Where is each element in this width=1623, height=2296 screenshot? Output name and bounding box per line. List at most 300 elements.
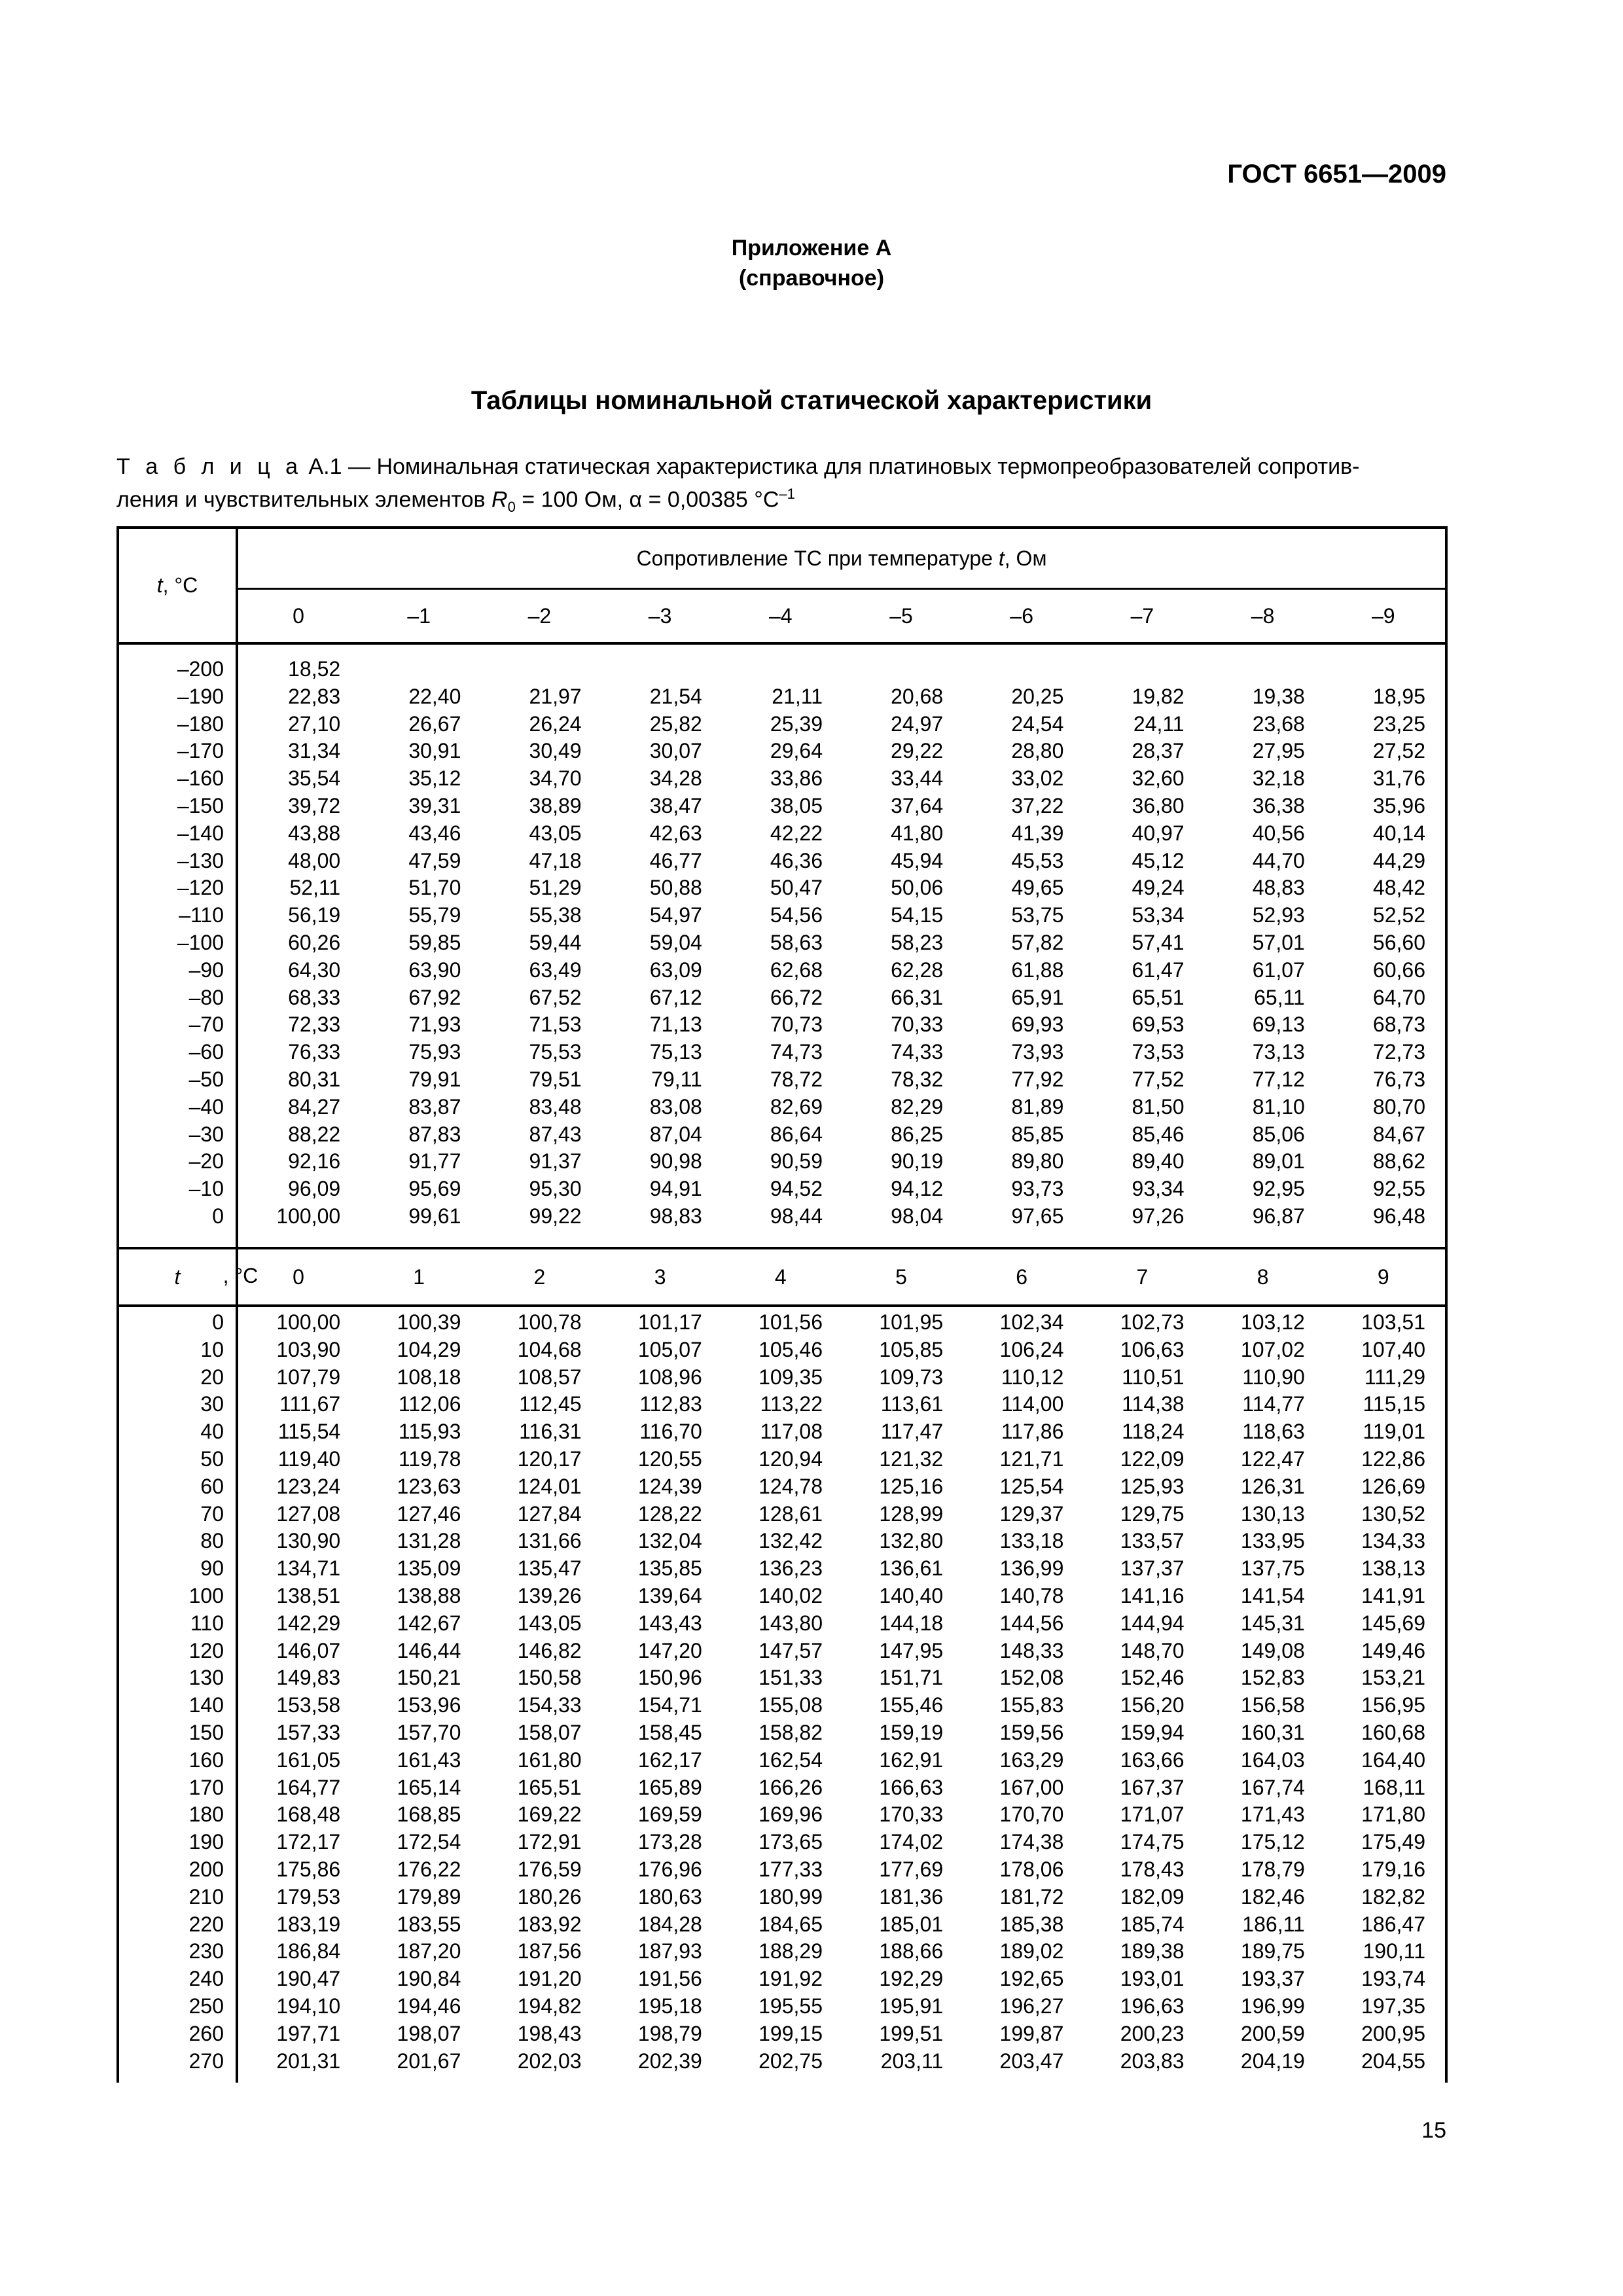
- appendix-note: (справочное): [738, 266, 885, 291]
- temperature-cell: 270: [188, 2049, 224, 2073]
- resistance-cell: 153,21: [1361, 1666, 1425, 1690]
- resistance-cell: 103,12: [1240, 1310, 1305, 1334]
- resistance-cell: 136,99: [999, 1556, 1064, 1581]
- resistance-cell: 115,93: [398, 1420, 461, 1444]
- resistance-cell: 24,11: [1133, 711, 1185, 736]
- resistance-cell: 94,91: [649, 1177, 702, 1201]
- resistance-cell: 28,80: [1011, 739, 1064, 763]
- resistance-cell: 116,31: [519, 1420, 582, 1444]
- resistance-cell: 152,46: [1120, 1666, 1185, 1690]
- resistance-cell: 166,26: [758, 1775, 823, 1799]
- resistance-cell: 148,33: [999, 1638, 1064, 1662]
- resistance-cell: 85,06: [1252, 1122, 1305, 1146]
- document-code: ГОСТ 6651—2009: [1227, 160, 1446, 188]
- resistance-cell: 131,28: [397, 1529, 461, 1553]
- resistance-cell: 175,86: [276, 1857, 341, 1881]
- resistance-cell: 100,00: [276, 1204, 341, 1228]
- resistance-cell: 178,43: [1120, 1857, 1185, 1881]
- temperature-cell: –200: [177, 657, 224, 681]
- resistance-cell: 49,24: [1132, 876, 1185, 900]
- resistance-cell: 23,68: [1252, 711, 1305, 736]
- resistance-cell: 124,01: [517, 1474, 582, 1498]
- resistance-cell: 119,78: [398, 1447, 461, 1471]
- resistance-cell: 92,95: [1252, 1177, 1305, 1201]
- alpha-value: = 0,00385 °С: [642, 487, 779, 512]
- resistance-cell: 194,82: [517, 1994, 582, 2018]
- resistance-cell: 103,51: [1361, 1310, 1425, 1334]
- resistance-cell: 103,90: [276, 1337, 341, 1361]
- table-row: [119, 764, 1445, 792]
- resistance-cell: 62,68: [770, 958, 823, 982]
- resistance-cell: 197,35: [1361, 1994, 1425, 2018]
- resistance-cell: 109,35: [758, 1365, 823, 1389]
- table-row: [119, 737, 1445, 764]
- temperature-cell: 150: [188, 1721, 224, 1744]
- resistance-cell: 132,04: [637, 1529, 702, 1553]
- resistance-cell: 96,09: [288, 1177, 341, 1201]
- resistance-cell: 106,63: [1120, 1337, 1185, 1361]
- resistance-cell: 27,52: [1372, 739, 1425, 763]
- resistance-cell: 192,29: [879, 1967, 944, 1991]
- resistance-cell: 113,61: [880, 1392, 944, 1416]
- resistance-cell: 66,31: [891, 985, 944, 1009]
- resistance-cell: 171,07: [1120, 1803, 1185, 1827]
- resistance-cell: 141,91: [1361, 1584, 1425, 1607]
- resistance-cell: 169,22: [517, 1803, 582, 1827]
- resistance-cell: 164,40: [1361, 1748, 1425, 1772]
- temperature-cell: 250: [188, 1994, 224, 2018]
- resistance-cell: 117,08: [760, 1420, 823, 1444]
- resistance-cell: 165,51: [517, 1775, 582, 1799]
- resistance-cell: 52,52: [1372, 903, 1425, 927]
- table-row: [119, 1965, 1445, 1992]
- table-row: [119, 792, 1445, 819]
- resistance-cell: 146,82: [517, 1638, 582, 1662]
- resistance-cell: 186,47: [1361, 1912, 1425, 1936]
- resistance-cell: 185,01: [879, 1912, 944, 1936]
- resistance-cell: 118,63: [1242, 1420, 1305, 1444]
- resistance-cell: 42,63: [649, 821, 702, 845]
- resistance-cell: 107,40: [1361, 1337, 1425, 1361]
- resistance-cell: 89,80: [1011, 1149, 1064, 1174]
- resistance-cell: 71,93: [408, 1013, 461, 1037]
- resistance-cell: 41,80: [891, 821, 944, 845]
- resistance-cell: 81,50: [1132, 1094, 1185, 1119]
- resistance-cell: 39,72: [288, 794, 341, 817]
- resistance-cell: 174,38: [999, 1830, 1064, 1854]
- resistance-cell: 194,10: [276, 1994, 341, 2018]
- alpha-symbol: α: [629, 487, 643, 512]
- resistance-cell: 184,28: [637, 1912, 702, 1936]
- resistance-cell: 101,95: [879, 1310, 944, 1334]
- resistance-cell: 183,55: [397, 1912, 461, 1936]
- resistance-cell: 22,40: [408, 684, 461, 708]
- resistance-cell: 200,59: [1240, 2021, 1305, 2045]
- resistance-cell: 104,68: [517, 1337, 582, 1361]
- resistance-cell: 104,29: [397, 1337, 461, 1361]
- resistance-cell: 145,69: [1361, 1611, 1425, 1635]
- table-row: [119, 1582, 1445, 1609]
- negative-column-headers: [238, 590, 1445, 642]
- temperature-cell: –20: [188, 1149, 224, 1174]
- resistance-cell: 61,07: [1252, 958, 1305, 982]
- resistance-cell: 142,29: [276, 1611, 341, 1635]
- resistance-cell: 199,15: [758, 2021, 823, 2045]
- resistance-cell: 30,49: [529, 739, 582, 763]
- resistance-cell: 122,47: [1240, 1447, 1305, 1471]
- neg-column-header-0: 0: [293, 604, 304, 628]
- resistance-cell: 86,64: [770, 1122, 823, 1146]
- resistance-cell: 25,82: [649, 711, 702, 736]
- pos-column-header-7: 7: [1136, 1265, 1149, 1289]
- temperature-cell: 50: [200, 1447, 224, 1471]
- resistance-cell: 107,02: [1240, 1337, 1305, 1361]
- group-header-text: Сопротивление ТС при температуре: [636, 546, 993, 570]
- resistance-cell: 50,06: [891, 876, 944, 900]
- resistance-cell: 124,39: [637, 1474, 702, 1498]
- resistance-cell: 52,11: [289, 876, 341, 900]
- pos-column-header-8: 8: [1257, 1265, 1269, 1289]
- temperature-cell: –130: [177, 848, 224, 872]
- resistance-cell: 48,83: [1252, 876, 1305, 900]
- resistance-cell: 171,43: [1240, 1803, 1305, 1827]
- caption-number: А.1: [308, 454, 342, 479]
- resistance-cell: 113,22: [760, 1392, 823, 1416]
- resistance-cell: 58,23: [891, 931, 944, 954]
- pos-column-header-3: 3: [654, 1265, 666, 1289]
- resistance-cell: 143,43: [637, 1611, 702, 1635]
- r0-value: = 100 Ом,: [515, 487, 630, 512]
- resistance-cell: 84,67: [1372, 1122, 1425, 1146]
- resistance-cell: 192,65: [999, 1967, 1064, 1991]
- resistance-cell: 37,64: [891, 794, 944, 817]
- resistance-cell: 157,33: [276, 1721, 341, 1744]
- resistance-cell: 62,28: [891, 958, 944, 982]
- resistance-cell: 149,83: [276, 1666, 341, 1690]
- resistance-cell: 189,38: [1120, 1939, 1185, 1964]
- resistance-cell: 79,91: [408, 1067, 461, 1091]
- resistance-cell: 36,80: [1132, 794, 1185, 817]
- resistance-cell: 121,71: [999, 1447, 1064, 1471]
- table-body-negative: [116, 645, 1448, 1247]
- resistance-cell: 150,58: [517, 1666, 582, 1690]
- appendix-title: Приложение А: [731, 236, 892, 260]
- resistance-cell: 190,11: [1363, 1939, 1425, 1964]
- resistance-cell: 110,12: [1001, 1365, 1064, 1389]
- resistance-cell: 108,18: [397, 1365, 461, 1389]
- resistance-cell: 133,95: [1240, 1529, 1305, 1553]
- resistance-cell: 141,16: [1120, 1584, 1185, 1607]
- resistance-cell: 154,71: [637, 1693, 702, 1717]
- resistance-cell: 93,73: [1011, 1177, 1064, 1201]
- resistance-cell: 74,73: [770, 1040, 823, 1064]
- resistance-cell: 203,83: [1120, 2049, 1185, 2073]
- resistance-cell: 122,86: [1361, 1447, 1425, 1471]
- temperature-cell: –170: [177, 739, 224, 763]
- resistance-cell: 89,40: [1132, 1149, 1185, 1174]
- resistance-cell: 160,31: [1240, 1721, 1305, 1744]
- neg-column-header-6: –6: [1010, 604, 1033, 628]
- resistance-cell: 79,11: [651, 1067, 702, 1091]
- resistance-cell: 46,36: [770, 848, 823, 872]
- resistance-cell: 137,37: [1120, 1556, 1185, 1581]
- resistance-cell: 176,22: [397, 1857, 461, 1881]
- table-row: [119, 1011, 1445, 1038]
- resistance-cell: 189,75: [1240, 1939, 1305, 1964]
- resistance-cell: 126,69: [1361, 1474, 1425, 1498]
- resistance-cell: 27,10: [288, 711, 341, 736]
- table-row: [119, 929, 1445, 956]
- resistance-cell: 144,18: [879, 1611, 944, 1635]
- resistance-cell: 58,63: [770, 931, 823, 954]
- r0-symbol: R: [491, 487, 508, 512]
- resistance-cell: 155,08: [758, 1693, 823, 1717]
- caption-text-line2: ления и чувствительных элементов: [116, 487, 492, 512]
- resistance-cell: 65,11: [1254, 985, 1305, 1009]
- resistance-cell: 156,20: [1120, 1693, 1185, 1717]
- resistance-cell: 100,39: [397, 1310, 461, 1334]
- resistance-cell: 130,52: [1361, 1501, 1425, 1526]
- temperature-cell: 120: [188, 1638, 224, 1662]
- resistance-cell: 179,89: [397, 1884, 461, 1909]
- temperature-cell: 100: [188, 1584, 224, 1607]
- temperature-cell: –180: [177, 711, 224, 736]
- resistance-cell: 109,73: [879, 1365, 944, 1389]
- resistance-cell: 93,34: [1132, 1177, 1185, 1201]
- resistance-cell: 123,63: [397, 1474, 461, 1498]
- temperature-cell: 190: [188, 1830, 224, 1854]
- resistance-cell: 179,53: [276, 1884, 341, 1909]
- table-row: [119, 1937, 1445, 1965]
- resistance-cell: 29,22: [891, 739, 944, 763]
- resistance-cell: 69,53: [1132, 1013, 1185, 1037]
- resistance-cell: 154,33: [517, 1693, 582, 1717]
- neg-column-header-8: –8: [1251, 604, 1275, 628]
- pos-column-header-6: 6: [1016, 1265, 1028, 1289]
- resistance-cell: 84,27: [288, 1094, 341, 1119]
- resistance-cell: 107,79: [276, 1365, 341, 1389]
- resistance-cell: 70,33: [891, 1013, 944, 1037]
- table-row: [119, 819, 1445, 847]
- resistance-cell: 69,93: [1011, 1013, 1064, 1037]
- resistance-cell: 72,73: [1372, 1040, 1425, 1064]
- resistance-cell: 59,04: [649, 931, 702, 954]
- resistance-cell: 150,21: [397, 1666, 461, 1690]
- resistance-cell: 105,85: [879, 1337, 944, 1361]
- resistance-cell: 87,83: [408, 1122, 461, 1146]
- resistance-cell: 195,55: [758, 1994, 823, 2018]
- resistance-cell: 178,06: [999, 1857, 1064, 1881]
- temperature-cell: –100: [177, 931, 224, 954]
- resistance-cell: 153,58: [276, 1693, 341, 1717]
- resistance-cell: 39,31: [408, 794, 461, 817]
- resistance-cell: 57,01: [1252, 931, 1305, 954]
- resistance-cell: 147,20: [637, 1638, 702, 1662]
- resistance-cell: 135,85: [637, 1556, 702, 1581]
- resistance-cell: 43,05: [529, 821, 582, 845]
- resistance-cell: 46,77: [649, 848, 702, 872]
- resistance-cell: 110,90: [1242, 1365, 1305, 1389]
- temperature-cell: 140: [188, 1693, 224, 1717]
- resistance-cell: 81,10: [1252, 1094, 1305, 1119]
- resistance-cell: 170,33: [879, 1803, 944, 1827]
- resistance-cell: 144,94: [1120, 1611, 1185, 1635]
- resistance-cell: 67,12: [649, 985, 702, 1009]
- resistance-cell: 35,54: [288, 766, 341, 791]
- positive-column-headers: [238, 1251, 1445, 1303]
- resistance-cell: 112,45: [519, 1392, 582, 1416]
- resistance-cell: 98,04: [891, 1204, 944, 1228]
- resistance-cell: 161,05: [276, 1748, 341, 1772]
- resistance-cell: 30,91: [408, 739, 461, 763]
- resistance-cell: 20,68: [891, 684, 944, 708]
- resistance-cell: 129,37: [999, 1501, 1064, 1526]
- resistance-cell: 86,25: [891, 1122, 944, 1146]
- table-row: [119, 1527, 1445, 1554]
- resistance-cell: 30,07: [649, 739, 702, 763]
- resistance-cell: 202,39: [637, 2049, 702, 2073]
- resistance-cell: 94,52: [770, 1177, 823, 1201]
- resistance-cell: 73,93: [1011, 1040, 1064, 1064]
- page-number: 15: [1421, 2118, 1446, 2143]
- resistance-cell: 96,87: [1252, 1204, 1305, 1228]
- resistance-cell: 122,09: [1120, 1447, 1185, 1471]
- positive-column-header-row: [116, 1247, 1448, 1307]
- resistance-group-header: [238, 529, 1445, 588]
- resistance-cell: 138,88: [397, 1584, 461, 1607]
- resistance-cell: 69,13: [1252, 1013, 1305, 1037]
- resistance-cell: 92,16: [288, 1149, 341, 1174]
- table-row: [119, 1363, 1445, 1391]
- resistance-cell: 41,39: [1011, 821, 1064, 845]
- resistance-cell: 108,57: [517, 1365, 582, 1389]
- resistance-cell: 105,46: [758, 1337, 823, 1361]
- resistance-cell: 75,93: [408, 1040, 461, 1064]
- resistance-cell: 127,84: [517, 1501, 582, 1526]
- resistance-cell: 92,55: [1372, 1177, 1425, 1201]
- table-row: [119, 1038, 1445, 1066]
- resistance-cell: 48,00: [288, 848, 341, 872]
- resistance-cell: 67,92: [408, 985, 461, 1009]
- resistance-cell: 51,29: [529, 876, 582, 900]
- resistance-cell: 65,51: [1132, 985, 1185, 1009]
- table-row: [119, 683, 1445, 710]
- resistance-cell: 63,90: [408, 958, 461, 982]
- resistance-cell: 184,65: [758, 1912, 823, 1936]
- neg-column-header-2: –2: [527, 604, 552, 628]
- table-row: [119, 1992, 1445, 2020]
- resistance-cell: 119,40: [277, 1447, 341, 1471]
- resistance-cell: 23,25: [1372, 711, 1425, 736]
- table-row: [119, 1910, 1445, 1938]
- resistance-cell: 201,31: [276, 2049, 341, 2073]
- temperature-cell: –30: [188, 1122, 224, 1146]
- table-row: [119, 1856, 1445, 1883]
- table-row: [119, 1445, 1445, 1473]
- resistance-cell: 147,95: [879, 1638, 944, 1662]
- temperature-column-header: [119, 529, 236, 642]
- temperature-cell: –110: [179, 903, 224, 927]
- resistance-cell: 202,03: [517, 2049, 582, 2073]
- temperature-cell: 60: [200, 1474, 224, 1498]
- resistance-cell: 202,75: [758, 2049, 823, 2073]
- resistance-cell: 91,37: [529, 1149, 582, 1174]
- resistance-cell: 50,47: [770, 876, 823, 900]
- temperature-cell: –80: [188, 985, 224, 1009]
- resistance-cell: 31,34: [288, 739, 341, 763]
- resistance-cell: 63,09: [649, 958, 702, 982]
- resistance-cell: 133,57: [1120, 1529, 1185, 1553]
- table-header: [116, 526, 1448, 645]
- table-row: [119, 847, 1445, 874]
- resistance-cell: 59,44: [529, 931, 582, 954]
- resistance-cell: 141,54: [1240, 1584, 1305, 1607]
- resistance-cell: 21,54: [649, 684, 702, 708]
- resistance-cell: 196,27: [999, 1994, 1064, 2018]
- resistance-cell: 158,82: [758, 1721, 823, 1744]
- neg-column-header-4: –4: [769, 604, 793, 628]
- resistance-cell: 87,04: [649, 1122, 702, 1146]
- resistance-cell: 50,88: [649, 876, 702, 900]
- resistance-cell: 190,47: [276, 1967, 341, 1991]
- resistance-cell: 117,47: [880, 1420, 944, 1444]
- resistance-cell: 125,16: [879, 1474, 944, 1498]
- resistance-cell: 126,31: [1240, 1474, 1305, 1498]
- pos-column-header-1: 1: [413, 1265, 425, 1289]
- resistance-cell: 204,55: [1361, 2049, 1425, 2073]
- pos-column-header-2: 2: [533, 1265, 546, 1289]
- group-header-unit: , Ом: [1004, 546, 1047, 570]
- resistance-cell: 40,97: [1132, 821, 1185, 845]
- table-row: [119, 710, 1445, 738]
- resistance-cell: 81,89: [1011, 1094, 1064, 1119]
- temperature-cell: 230: [188, 1939, 224, 1964]
- resistance-cell: 167,74: [1240, 1775, 1305, 1799]
- resistance-cell: 204,19: [1240, 2049, 1305, 2073]
- resistance-cell: 199,51: [879, 2021, 944, 2045]
- pos-column-header-9: 9: [1377, 1265, 1389, 1289]
- resistance-cell: 64,70: [1372, 985, 1425, 1009]
- resistance-cell: 159,94: [1120, 1721, 1185, 1744]
- resistance-cell: 112,06: [398, 1392, 461, 1416]
- resistance-cell: 124,78: [758, 1474, 823, 1498]
- resistance-cell: 118,24: [1122, 1420, 1185, 1444]
- temperature-cell: –90: [188, 958, 224, 982]
- resistance-cell: 138,51: [276, 1584, 341, 1607]
- resistance-cell: 68,33: [288, 985, 341, 1009]
- table-row: [119, 1554, 1445, 1582]
- resistance-cell: 159,56: [999, 1721, 1064, 1744]
- resistance-cell: 203,47: [999, 2049, 1064, 2073]
- resistance-cell: 32,60: [1132, 766, 1185, 791]
- table-row: [119, 1500, 1445, 1528]
- table-row: [119, 1147, 1445, 1175]
- resistance-cell: 195,18: [637, 1994, 702, 2018]
- resistance-cell: 82,29: [891, 1094, 944, 1119]
- temperature-cell: 0: [212, 1310, 224, 1334]
- resistance-cell: 149,08: [1240, 1638, 1305, 1662]
- table-row: [119, 984, 1445, 1011]
- resistance-cell: 200,23: [1120, 2021, 1185, 2045]
- resistance-cell: 111,29: [1364, 1365, 1425, 1389]
- resistance-cell: 53,75: [1011, 903, 1064, 927]
- resistance-cell: 128,61: [758, 1501, 823, 1526]
- resistance-cell: 44,70: [1252, 848, 1305, 872]
- resistance-cell: 196,99: [1240, 1994, 1305, 2018]
- resistance-cell: 175,49: [1361, 1830, 1425, 1854]
- table-row: [119, 1828, 1445, 1856]
- resistance-cell: 146,44: [397, 1638, 461, 1662]
